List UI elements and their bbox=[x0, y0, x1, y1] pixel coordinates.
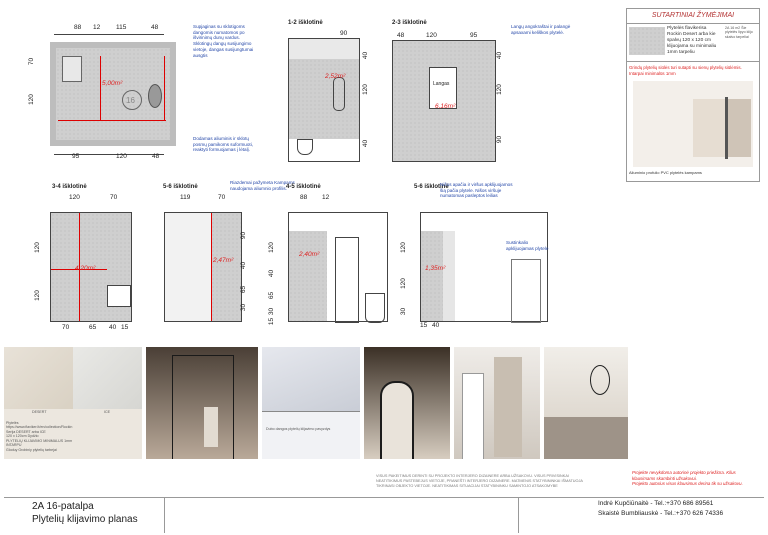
v12-right-dim-3: 40 bbox=[362, 139, 370, 148]
tile-caption-desert: DESERT bbox=[32, 410, 47, 414]
v34-left-dim-2: 120 bbox=[33, 290, 41, 301]
v56b-left-dim-2: 120 bbox=[399, 278, 407, 289]
v34-top-dim-1: 120 bbox=[69, 194, 80, 201]
v23-area: 6,16m² bbox=[435, 103, 456, 110]
plan-left-dim-2: 120 bbox=[27, 94, 35, 105]
v34-bottom-dim-1: 70 bbox=[62, 324, 70, 331]
legend-profile-caption: Aliuminio profulio PVC plytelės kampams bbox=[629, 170, 702, 175]
v45-top-dim-2: 12 bbox=[322, 194, 330, 201]
v23-top-dim-2: 120 bbox=[426, 32, 437, 39]
v23-right-dim-1: 40 bbox=[496, 51, 504, 60]
v56b-bottom-dim-1: 15 bbox=[420, 322, 428, 329]
v45-right-dim-5: 15 bbox=[268, 317, 276, 326]
tile-spec-text: Plytelės https://www.flaviker.lt/en/collection/Rockin Serija DESERT arba ICE 120 x 120cm Dydžio PLYTELIŲ KLIJAVIMO MINIMALUS 1mm INTARPU Gloduy Grobiniy plytelių tarbejai bbox=[6, 421, 73, 452]
view-title-4-5: 4-5 išklotinė bbox=[286, 184, 321, 190]
legend-tile-swatch bbox=[629, 27, 665, 55]
author-2: Skaistė Bumbliauskė - Tel.:+370 626 74336 bbox=[598, 510, 724, 517]
tile-caption-ice: ICE bbox=[104, 410, 110, 414]
v34-bottom-dim-3: 40 bbox=[109, 324, 117, 331]
v34-left-dim-1: 120 bbox=[33, 242, 41, 253]
legend-title: SUTARTINIAI ŽYMĖJIMAI bbox=[627, 9, 759, 24]
v34-area: 4,20m² bbox=[75, 265, 96, 272]
plan-top-dim-4: 48 bbox=[151, 24, 159, 31]
plan-top-note: Supjaginas su sklotigoms dangomis numatomos po išvirinimų dunų vardus. Sklotingų dangų susijungimo vietoje, dangas susijungtumai ausgtis bbox=[193, 24, 254, 58]
v45-right-dim-3: 65 bbox=[268, 291, 276, 300]
view-title-2-3: 2-3 išklotinė bbox=[392, 20, 427, 26]
author-1: Indrė Kupčiūnaitė - Tel.:+370 686 89561 bbox=[598, 500, 714, 507]
v12-top-dim: 90 bbox=[340, 30, 348, 37]
shower-photo bbox=[146, 347, 258, 459]
v23-right-dim-2: 120 bbox=[495, 84, 503, 95]
title-block bbox=[4, 497, 165, 533]
bathroom-render-3 bbox=[544, 347, 628, 459]
v56-area: 2,47m² bbox=[213, 257, 234, 264]
v45-right-dim-2: 40 bbox=[268, 269, 276, 278]
legend-profile-photo bbox=[633, 81, 753, 167]
v56-top-dim-1: 119 bbox=[180, 194, 191, 201]
v56b-wall-note: Sustinkalio apklijuojamas plytele bbox=[506, 240, 549, 251]
v45-right-dim-1: 120 bbox=[267, 242, 275, 253]
plan-area: 5,00m² bbox=[102, 80, 123, 87]
elevation-4-5 bbox=[288, 212, 388, 322]
v45-right-dim-4: 30 bbox=[268, 307, 276, 316]
project-title: Plytelių klijavimo planas bbox=[32, 514, 138, 525]
elevation-3-4 bbox=[50, 212, 132, 322]
v23-note: Langų angokraštai ir palangė apsaxami keliškos plytelė. bbox=[511, 24, 571, 35]
v56b-left-dim-1: 120 bbox=[399, 242, 407, 253]
elevation-5-6b bbox=[420, 212, 548, 322]
footer-red-note: Projekte nevykdoma autorinė projekto priežiūra. Kilus klausimams skambinti užsakovui. Projekto autorius visus klausimus derina tik su užsakovu. bbox=[632, 470, 743, 487]
elevation-2-3 bbox=[392, 40, 496, 162]
legend-panel bbox=[626, 8, 760, 182]
v12-area: 2,52m² bbox=[325, 73, 346, 80]
plan-left-dim-1: 70 bbox=[28, 57, 36, 66]
tile-sample-photo bbox=[4, 347, 142, 459]
v23-right-dim-3: 90 bbox=[496, 135, 504, 144]
plan-view bbox=[27, 20, 200, 170]
view-title-5-6: 5-6 išklotinė bbox=[163, 184, 198, 190]
plan-bottom-dim-1: 95 bbox=[72, 153, 80, 160]
v56-right-dim-3: 65 bbox=[240, 285, 248, 294]
plan-top-dim-3: 115 bbox=[116, 24, 127, 31]
v34-bottom-dim-2: 65 bbox=[89, 324, 97, 331]
v56b-note: Nišos apačia ir viršus apklijuojamos šią pačia plytele. Nišos viršuje numatomas pasleptos leilias bbox=[440, 182, 513, 199]
v56-top-dim-2: 70 bbox=[218, 194, 226, 201]
view-title-1-2: 1-2 išklotinė bbox=[288, 20, 323, 26]
v45-area: 2,40m² bbox=[299, 251, 320, 258]
v45-top-dim-1: 88 bbox=[300, 194, 308, 201]
v56-right-dim-2: 40 bbox=[240, 261, 248, 270]
plan-bottom-dim-3: 48 bbox=[152, 153, 160, 160]
v56b-bottom-dim-2: 40 bbox=[432, 322, 440, 329]
plan-top-dim-1: 88 bbox=[74, 24, 82, 31]
v12-right-dim-2: 120 bbox=[361, 84, 369, 95]
v56b-left-dim-3: 30 bbox=[400, 307, 408, 316]
v56-right-dim-1: 90 bbox=[240, 231, 248, 240]
v34-bottom-dim-4: 15 bbox=[121, 324, 129, 331]
v34-top-dim-2: 70 bbox=[110, 194, 118, 201]
legend-tile-desc: Plytelės flavikerisa Rockin Desert arba kie spalvų 120 x 120 cm klijuojama su minimaliu 1mm tarpeliu bbox=[667, 26, 717, 55]
bathroom-render-1 bbox=[364, 347, 450, 459]
legend-tile-small: 2A 16 m2 Šie plytelės lipyo klijo skalvo tarpeliai bbox=[725, 26, 753, 39]
v23-top-dim-3: 95 bbox=[470, 32, 478, 39]
v23-window-label: Langas bbox=[433, 81, 450, 87]
plan-room-number: 16 bbox=[126, 96, 135, 105]
v12-right-dim-1: 40 bbox=[362, 51, 370, 60]
bathroom-render-2 bbox=[454, 347, 540, 459]
v23-top-dim-1: 48 bbox=[397, 32, 405, 39]
footer-disclaimer: VISUS PAKEITIMUS DERINTI SU PROJEKTO INTERJERO DIZAINERE ARBA UŽSAKOVU. VISUS PRIVISINKAI NEATITIKIMUS PASTEBEJUS VIETOJE, PRANEŠTI INTERJERO DIZAINERE. MATMENIS STATYBININKAI IŠMATUOJA TIKRINASI OBJEKTO VIETOJE. NEATITIKIMAS SITUACIJAI STATYBININKU SAMINTOJO ATSAKOMYBE bbox=[376, 474, 583, 489]
plan-bottom-note: Dodamas aliuminis ir sklotų posmų pamikoms suformuoti, reaktyti formuojamas į lėtalį. bbox=[193, 136, 253, 153]
v56-right-dim-4: 30 bbox=[240, 303, 248, 312]
plan-top-dim-2: 12 bbox=[93, 24, 101, 31]
legend-mid-note: Grindų plytelių siūlės turi sutapti su sienų plytelių siūlėmis. Intarpai minimalūs 1mm bbox=[629, 65, 742, 76]
plan-bottom-dim-2: 120 bbox=[116, 153, 127, 160]
v56b-area: 1,35m² bbox=[425, 265, 446, 272]
v56-note: Riazdemai pažymeta Kampams naudojama aliumnio profilis. bbox=[230, 180, 295, 191]
view-title-5-6b: 5-6 išklotinė bbox=[414, 184, 449, 190]
elevation-5-6 bbox=[164, 212, 242, 322]
view-title-3-4: 3-4 išklotinė bbox=[52, 184, 87, 190]
closeup-caption: Dubo dangos plytelių klijavimo pavyzdys bbox=[266, 427, 331, 431]
tile-closeup-photo bbox=[262, 347, 360, 459]
project-number: 2A 16-patalpa bbox=[32, 501, 94, 512]
elevation-1-2 bbox=[288, 38, 360, 162]
